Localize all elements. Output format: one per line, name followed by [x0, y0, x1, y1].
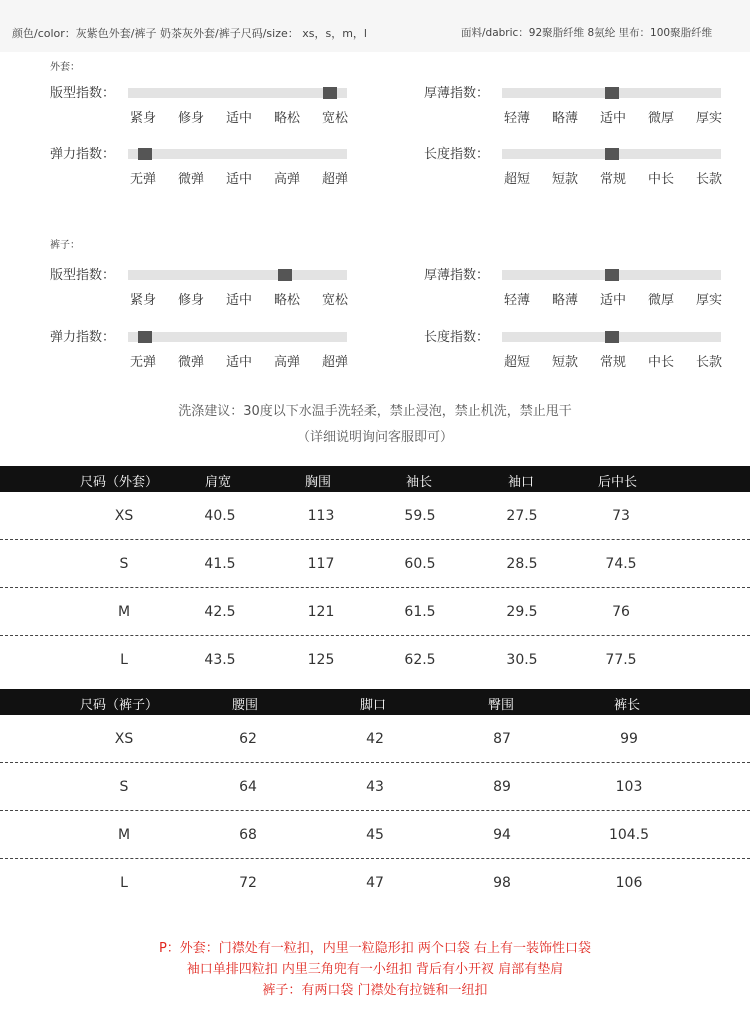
pants-size-table [0, 689, 750, 907]
table-cell: 117 [307, 556, 335, 572]
scale-label: 适中 [226, 172, 253, 187]
table-row [0, 540, 750, 588]
scale-label: 厚实 [696, 293, 723, 308]
spec-header-bar [0, 0, 750, 52]
fabric-info: 面料/dabric：92聚脂纤维 8氨纶 里布：100聚脂纤维 [461, 27, 713, 39]
elastic-index-title: 弹力指数： [50, 147, 116, 162]
elastic-index-marker [138, 331, 152, 343]
scale-label: 略薄 [552, 111, 579, 126]
table-row [0, 859, 750, 907]
product-notes [0, 938, 750, 1001]
table-cell: 68 [239, 827, 257, 843]
table-cell: 73 [612, 508, 630, 524]
scale-label: 长款 [696, 355, 723, 370]
table-cell: 42 [366, 731, 384, 747]
thickness-index-track [502, 270, 721, 280]
table-cell: 77.5 [605, 652, 637, 668]
product-note-line: 袖口单排四粒扣 内里三角兜有一小纽扣 背后有小开衩 肩部有垫肩 [186, 962, 564, 977]
scale-label: 微厚 [648, 111, 675, 126]
scale-label: 中长 [648, 355, 675, 370]
fit-index-track [128, 88, 347, 98]
table-cell: 72 [239, 875, 257, 891]
scale-label: 轻薄 [504, 293, 531, 308]
product-note-line: P：外套：门襟处有一粒扣，内里一粒隐形扣 两个口袋 右上有一装饰性口袋 [158, 941, 592, 956]
length-index-marker [605, 331, 619, 343]
scale-label: 中长 [648, 172, 675, 187]
care-contact-note: （详细说明询问客服即可） [296, 430, 453, 445]
scale-label: 超短 [504, 355, 531, 370]
table-cell: 99 [620, 731, 638, 747]
pants-thickness-index [424, 264, 724, 314]
table-cell: 27.5 [506, 508, 538, 524]
table-cell: 43 [366, 779, 384, 795]
scale-label: 适中 [226, 355, 253, 370]
table-row [0, 492, 750, 540]
thickness-index-title: 厚薄指数： [424, 86, 490, 101]
scale-label: 略松 [274, 111, 301, 126]
table-cell: 89 [493, 779, 511, 795]
table-cell: 64 [239, 779, 257, 795]
table-cell: 98 [493, 875, 511, 891]
length-index-title: 长度指数： [424, 147, 490, 162]
jacket-section-label: 外套： [50, 62, 80, 73]
scale-label: 适中 [600, 111, 627, 126]
scale-label: 高弹 [274, 355, 301, 370]
elastic-index-track [128, 149, 347, 159]
scale-label: 无弹 [130, 172, 157, 187]
table-cell: 125 [307, 652, 335, 668]
table-cell: L [120, 652, 128, 668]
column-header: 后中长 [598, 475, 638, 490]
table-cell: 113 [307, 508, 335, 524]
elastic-index-track [128, 332, 347, 342]
table-row [0, 715, 750, 763]
column-header: 臀围 [488, 698, 515, 713]
column-header: 胸围 [305, 475, 332, 490]
scale-label: 宽松 [322, 293, 349, 308]
scale-label: 超弹 [322, 355, 349, 370]
scale-label: 短款 [552, 172, 579, 187]
scale-label: 紧身 [130, 293, 157, 308]
table-cell: 47 [366, 875, 384, 891]
jacket-thickness-index [424, 82, 724, 132]
table-cell: 104.5 [608, 827, 650, 843]
table-cell: 45 [366, 827, 384, 843]
table-cell: M [117, 604, 131, 620]
elastic-index-marker [138, 148, 152, 160]
scale-label: 适中 [226, 293, 253, 308]
table-cell: 103 [615, 779, 643, 795]
scale-label: 常规 [600, 355, 627, 370]
scale-label: 微弹 [178, 355, 205, 370]
table-cell: L [120, 875, 128, 891]
thickness-index-marker [605, 87, 619, 99]
table-cell: 28.5 [506, 556, 538, 572]
table-cell: 62 [239, 731, 257, 747]
table-cell: 74.5 [605, 556, 637, 572]
pants-length-index [424, 326, 724, 376]
table-cell: 42.5 [204, 604, 236, 620]
scale-label: 适中 [600, 293, 627, 308]
scale-label: 超短 [504, 172, 531, 187]
scale-label: 高弹 [274, 172, 301, 187]
scale-label: 修身 [178, 293, 205, 308]
care-instructions: 洗涤建议：30度以下水温手洗轻柔，禁止浸泡，禁止机洗，禁止甩干 [178, 404, 572, 419]
table-cell: 106 [615, 875, 643, 891]
fit-index-title: 版型指数： [50, 86, 116, 101]
jacket-elastic-index [50, 143, 350, 193]
scale-label: 略薄 [552, 293, 579, 308]
scale-label: 微厚 [648, 293, 675, 308]
table-row [0, 588, 750, 636]
fit-index-title: 版型指数： [50, 268, 116, 283]
table-cell: S [119, 779, 129, 795]
scale-label: 常规 [600, 172, 627, 187]
table-row [0, 636, 750, 684]
scale-label: 略松 [274, 293, 301, 308]
jacket-length-index [424, 143, 724, 193]
column-header: 袖长 [406, 475, 433, 490]
thickness-index-track [502, 88, 721, 98]
table-cell: 59.5 [404, 508, 436, 524]
scale-label: 长款 [696, 172, 723, 187]
table-cell: 60.5 [404, 556, 436, 572]
table-cell: 121 [307, 604, 335, 620]
table-cell: 61.5 [404, 604, 436, 620]
scale-label: 宽松 [322, 111, 349, 126]
pants-fit-index [50, 264, 350, 314]
scale-label: 厚实 [696, 111, 723, 126]
column-header: 袖口 [508, 475, 535, 490]
table-cell: 40.5 [204, 508, 236, 524]
table-cell: 43.5 [204, 652, 236, 668]
scale-label: 修身 [178, 111, 205, 126]
table-cell: 30.5 [506, 652, 538, 668]
table-header [0, 466, 750, 492]
scale-label: 紧身 [130, 111, 157, 126]
table-cell: 76 [612, 604, 630, 620]
column-header: 腰围 [232, 698, 259, 713]
scale-label: 短款 [552, 355, 579, 370]
fit-index-track [128, 270, 347, 280]
table-cell: 94 [493, 827, 511, 843]
table-cell: XS [114, 508, 134, 524]
table-cell: 62.5 [404, 652, 436, 668]
scale-label: 适中 [226, 111, 253, 126]
length-index-marker [605, 148, 619, 160]
length-index-title: 长度指数： [424, 330, 490, 345]
pants-section-label: 裤子： [50, 240, 80, 251]
scale-label: 超弹 [322, 172, 349, 187]
column-header: 肩宽 [205, 475, 232, 490]
jacket-fit-index [50, 82, 350, 132]
table-cell: M [117, 827, 131, 843]
fit-index-marker [278, 269, 292, 281]
scale-label: 无弹 [130, 355, 157, 370]
table-header [0, 689, 750, 715]
column-header: 脚口 [360, 698, 387, 713]
thickness-index-title: 厚薄指数： [424, 268, 490, 283]
table-cell: S [119, 556, 129, 572]
table-cell: 29.5 [506, 604, 538, 620]
length-index-track [502, 332, 721, 342]
thickness-index-marker [605, 269, 619, 281]
fit-index-marker [323, 87, 337, 99]
color-size-info: 颜色/color：灰紫色外套/裤子 奶茶灰外套/裤子尺码/size： xs，s，m，l [12, 27, 367, 40]
scale-label: 微弹 [178, 172, 205, 187]
jacket-size-table [0, 466, 750, 684]
pants-elastic-index [50, 326, 350, 376]
column-header: 尺码（裤子） [80, 698, 159, 713]
table-cell: 87 [493, 731, 511, 747]
table-cell: 41.5 [204, 556, 236, 572]
elastic-index-title: 弹力指数： [50, 330, 116, 345]
scale-label: 轻薄 [504, 111, 531, 126]
column-header: 尺码（外套） [80, 475, 159, 490]
table-cell: XS [114, 731, 134, 747]
table-row [0, 763, 750, 811]
length-index-track [502, 149, 721, 159]
product-note-line: 裤子：有两口袋 门襟处有拉链和一纽扣 [262, 983, 488, 998]
column-header: 裤长 [614, 698, 641, 713]
table-row [0, 811, 750, 859]
